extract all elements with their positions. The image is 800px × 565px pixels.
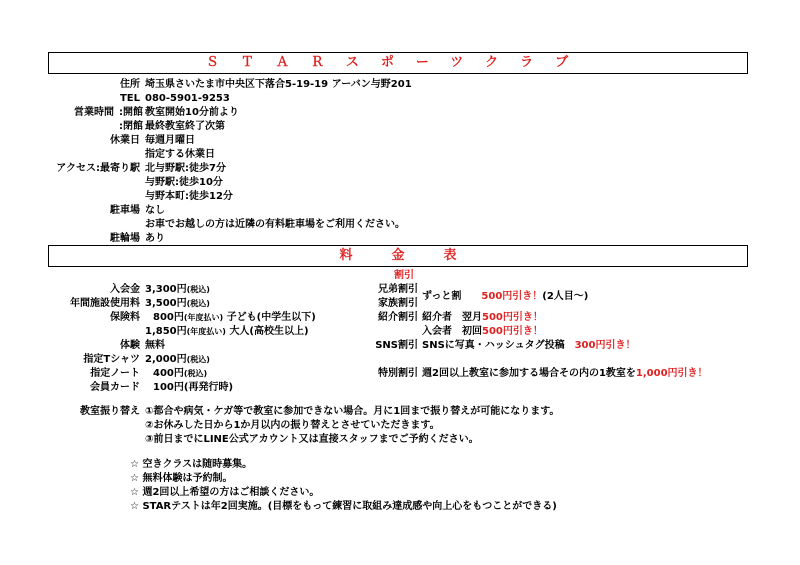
- holiday-value-2: 指定する休業日: [145, 149, 215, 160]
- entry-fee-value: 3,300円(税込): [145, 284, 210, 295]
- access-value-3: 与野本町:徒歩12分: [145, 191, 233, 202]
- annual-fee-label: 年間施設使用料: [70, 298, 140, 309]
- card-value: 100円(再発行時): [153, 382, 234, 393]
- discount-heading: 割引: [394, 270, 414, 281]
- referrer-value: 紹介者 翌月500円引き！: [422, 312, 543, 323]
- special-discount-label: 特別割引: [378, 368, 418, 379]
- insurance-label: 保険料: [110, 312, 140, 323]
- parking-value-1: なし: [145, 205, 165, 216]
- entry-fee-label: 入会金: [110, 284, 140, 295]
- special-discount-value: 週2回以上教室に参加する場合その内の1教室を1,000円引き！: [422, 368, 708, 379]
- trial-value: 無料: [145, 340, 165, 351]
- parking-label: 駐車場: [110, 205, 140, 216]
- holiday-label: 休業日: [110, 135, 140, 146]
- page-title: ＳＴＡＲスポーツクラブ: [48, 52, 748, 74]
- transfer-label: 教室振り替え: [80, 406, 140, 417]
- close-label: :閉館: [119, 121, 143, 132]
- close-value: 最終教室終了次第: [145, 121, 225, 132]
- card-label: 会員カード: [90, 382, 140, 393]
- address-label: 住所: [120, 79, 140, 90]
- insurance-child: 800円(年度払い) 子ども(中学生以下): [153, 312, 316, 323]
- bike-value: あり: [145, 233, 165, 244]
- sns-discount-label: SNS割引: [375, 340, 418, 351]
- notebook-value: 400円(税込): [153, 368, 208, 379]
- access-value-2: 与野駅:徒歩10分: [145, 177, 223, 188]
- shirt-label: 指定Tシャツ: [83, 354, 140, 365]
- tel-label: TEL: [119, 93, 140, 104]
- open-label: :開館: [119, 107, 143, 118]
- fee-table-title: 料 金 表: [48, 245, 748, 267]
- referral-discount-label: 紹介割引: [378, 312, 418, 323]
- newmember-value: 入会者 初回500円引き！: [422, 326, 543, 337]
- tel-value: 080-5901-9253: [145, 93, 230, 104]
- note-item: ☆ 無料体験は予約制。: [130, 473, 233, 484]
- insurance-adult: 1,850円(年度払い) 大人(高校生以上): [145, 326, 309, 337]
- access-label: アクセス:最寄り駅: [56, 163, 140, 174]
- address-value: 埼玉県さいたま市中央区下落合5-19-19 アーバン与野201: [145, 79, 412, 90]
- sns-discount-value: SNSに写真・ハッシュタグ投稿 300円引き！: [422, 340, 636, 351]
- annual-fee-value: 3,500円(税込): [145, 298, 210, 309]
- sibling-discount-label: 兄弟割引: [378, 284, 418, 295]
- notebook-label: 指定ノート: [90, 368, 140, 379]
- note-item: ☆ 空きクラスは随時募集。: [130, 459, 253, 470]
- family-discount-label: 家族割引: [378, 298, 418, 309]
- access-value-1: 北与野駅:徒歩7分: [145, 163, 226, 174]
- open-value: 教室開始10分前より: [145, 107, 239, 118]
- parking-value-2: お車でお越しの方は近隣の有料駐車場をご利用ください。: [145, 219, 405, 230]
- shirt-value: 2,000円(税込): [145, 354, 210, 365]
- family-discount-value: ずっと割 500円引き！(2人目〜): [422, 291, 589, 302]
- hours-label: 営業時間: [74, 107, 114, 118]
- transfer-line-3: ③前日までにLINE公式アカウント又は直接スタッフまでご予約ください。: [145, 434, 479, 445]
- transfer-line-2: ②お休みした日から1か月以内の振り替えとさせていただきます。: [145, 420, 440, 431]
- note-item: ☆ STARテストは年2回実施。(目標をもって練習に取組み達成感や向上心をもつことができる): [130, 501, 557, 512]
- transfer-line-1: ①都合や病気・ケガ等で教室に参加できない場合。月に1回まで振り替えが可能になります。: [145, 406, 560, 417]
- holiday-value-1: 毎週月曜日: [145, 135, 195, 146]
- trial-label: 体験: [120, 340, 140, 351]
- note-item: ☆ 週2回以上希望の方はご相談ください。: [130, 487, 320, 498]
- bike-label: 駐輪場: [110, 233, 140, 244]
